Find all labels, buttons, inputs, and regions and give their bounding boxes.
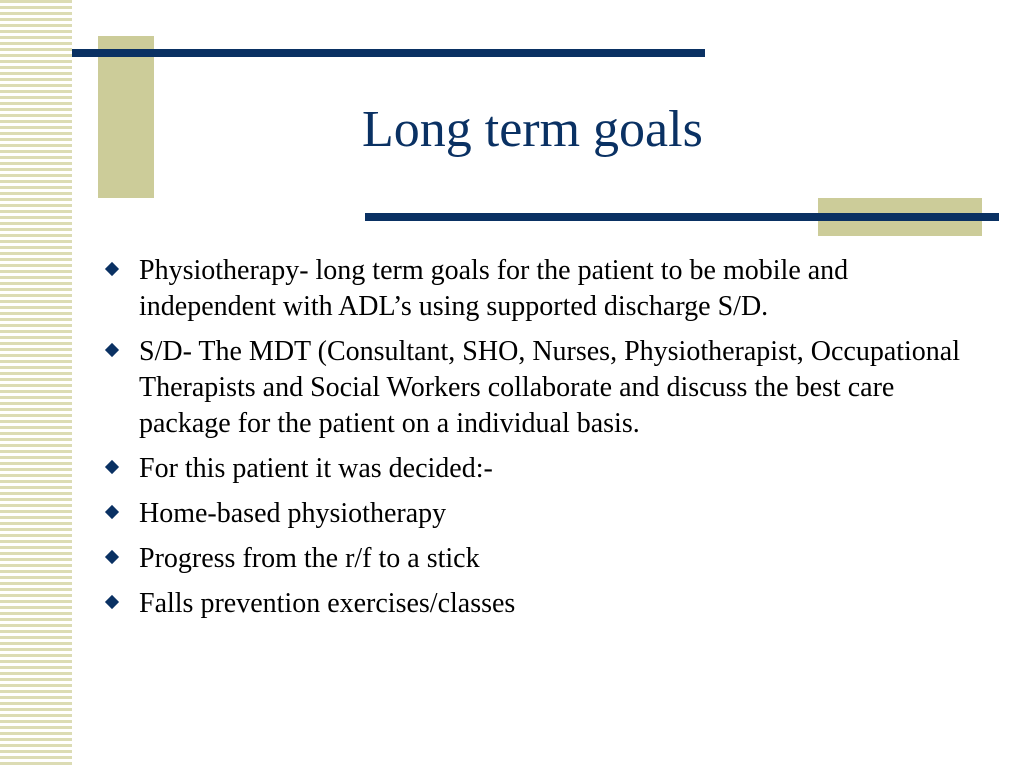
diamond-bullet-icon bbox=[105, 595, 119, 609]
bullet-text: Falls prevention exercises/classes bbox=[139, 588, 516, 619]
bullet-item bbox=[104, 253, 984, 325]
bullet-item bbox=[104, 451, 984, 487]
diamond-bullet-icon bbox=[105, 460, 119, 474]
title-rule-bottom bbox=[365, 213, 999, 221]
bullet-list bbox=[104, 253, 984, 631]
diamond-bullet-icon bbox=[105, 550, 119, 564]
diamond-bullet-icon bbox=[105, 343, 119, 357]
bullet-text: Progress from the r/f to a stick bbox=[139, 543, 480, 574]
bullet-item bbox=[104, 334, 984, 442]
bullet-text: S/D- The MDT (Consultant, SHO, Nurses, Physiotherapist, Occupational Therapists and Social Workers collaborate and discuss the best care package for the patient on a individual basis. bbox=[139, 336, 961, 439]
diamond-bullet-icon bbox=[105, 505, 119, 519]
diamond-bullet-icon bbox=[105, 262, 119, 276]
slide-title: Long term goals bbox=[362, 101, 703, 158]
bullet-text: Home-based physiotherapy bbox=[139, 498, 447, 529]
title-rule-top bbox=[72, 49, 705, 57]
bullet-item bbox=[104, 496, 984, 532]
bullet-item bbox=[104, 586, 984, 622]
decorative-tan-block-top bbox=[98, 36, 154, 198]
bullet-text: For this patient it was decided:- bbox=[139, 453, 493, 484]
bullet-text: Physiotherapy- long term goals for the patient to be mobile and independent with ADL’s using supported discharge S/D. bbox=[139, 255, 849, 322]
decorative-stripes bbox=[0, 0, 72, 768]
bullet-item bbox=[104, 541, 984, 577]
